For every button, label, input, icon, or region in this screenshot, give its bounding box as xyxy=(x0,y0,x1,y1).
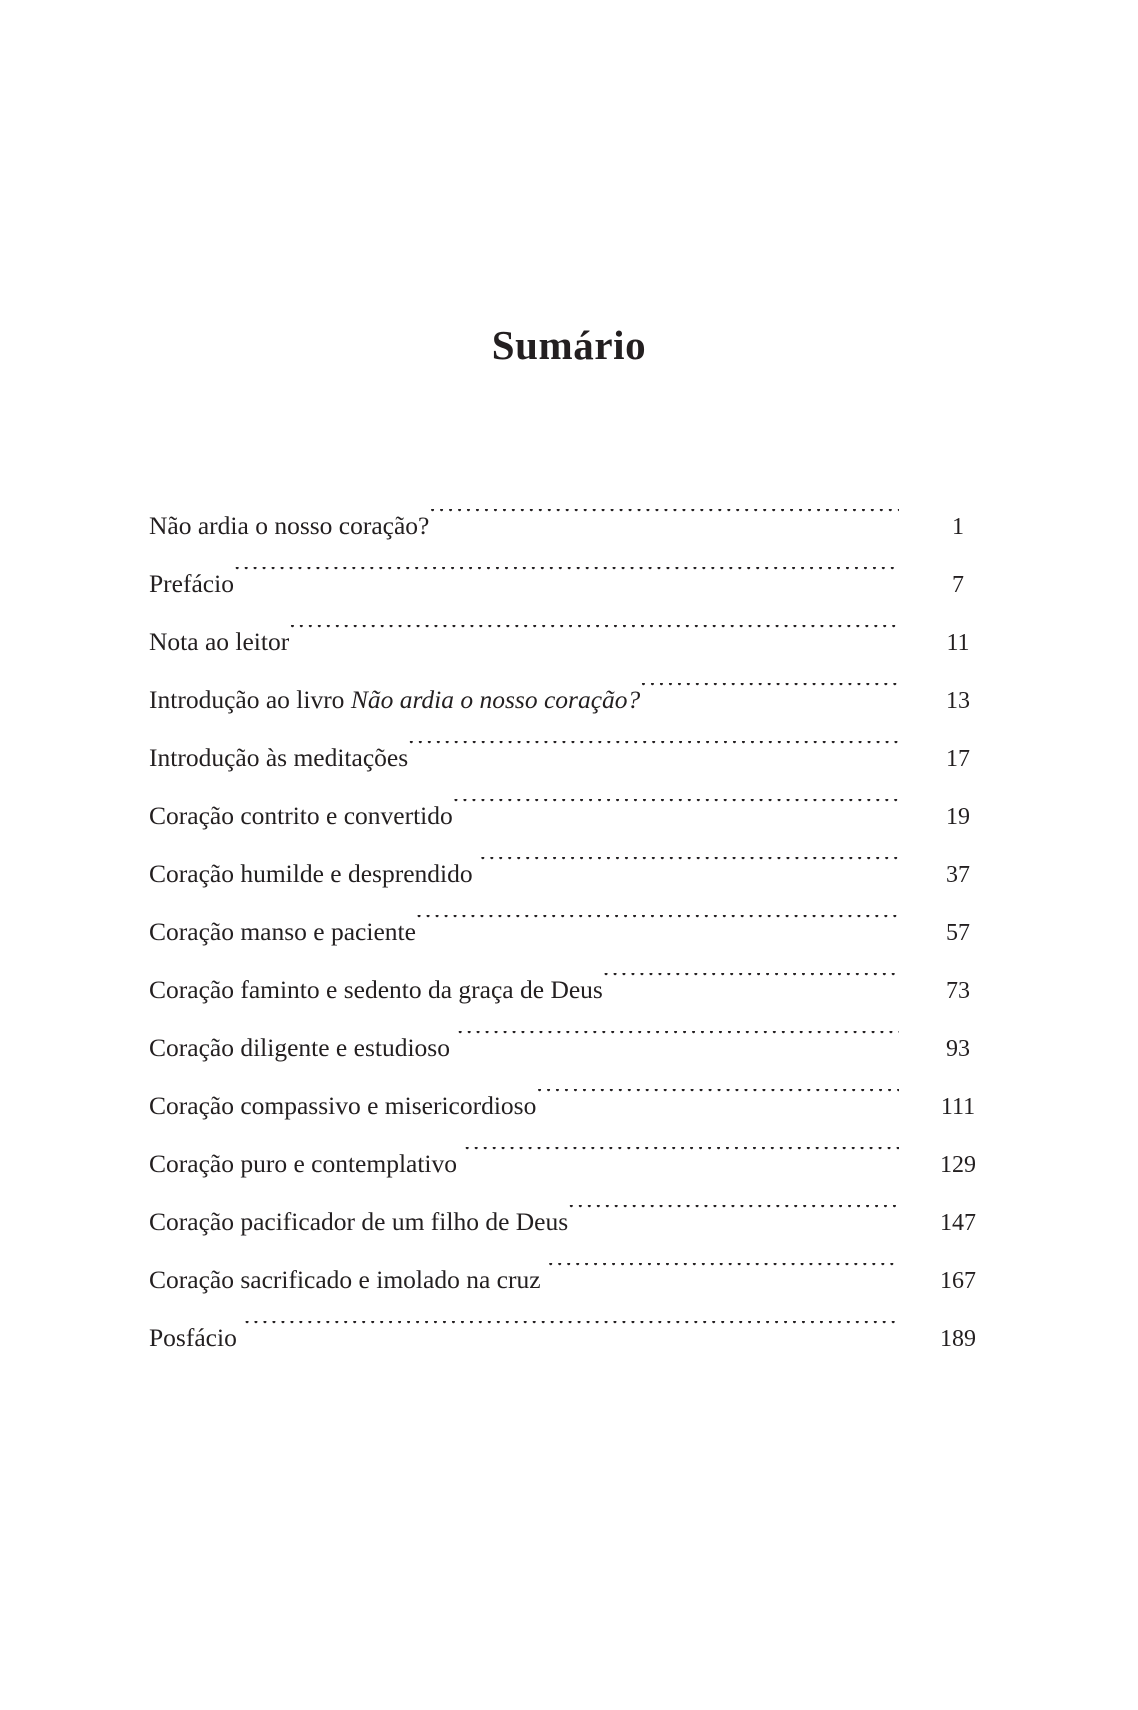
toc-entry-page-number: 19 xyxy=(946,804,970,830)
toc-entry-page-number: 57 xyxy=(946,920,970,946)
toc-entry-page-number: 1 xyxy=(952,514,964,540)
toc-dot-leader xyxy=(603,973,899,999)
toc-dot-leader xyxy=(464,1147,899,1173)
toc-entry-page-number: 13 xyxy=(946,688,970,714)
toc-entry[interactable] xyxy=(149,961,989,1019)
toc-entry-page-number: 167 xyxy=(940,1268,976,1294)
toc-entry[interactable] xyxy=(149,671,989,729)
table-of-contents-list xyxy=(149,497,989,1367)
toc-entry-label-text: Coração diligente e estudioso xyxy=(149,1033,450,1062)
toc-entry[interactable] xyxy=(149,555,989,613)
toc-entry-label-text: Introdução às meditações xyxy=(149,743,409,772)
toc-entry-page-number: 37 xyxy=(946,862,970,888)
toc-dot-leader xyxy=(408,741,899,767)
toc-dot-leader xyxy=(429,509,899,535)
toc-entry-label xyxy=(149,1077,536,1135)
toc-entry-label-text: Introdução ao livro xyxy=(149,685,351,714)
toc-entry-page-number: 147 xyxy=(940,1210,976,1236)
toc-entry-label xyxy=(149,1019,457,1077)
toc-entry[interactable] xyxy=(149,613,989,671)
toc-dot-leader xyxy=(536,1089,899,1115)
toc-entry-label xyxy=(149,497,429,555)
toc-entry-label xyxy=(149,555,234,613)
toc-entry[interactable] xyxy=(149,1251,989,1309)
toc-entry-label-text: Coração contrito e convertido xyxy=(149,801,453,830)
toc-entry-page-number: 73 xyxy=(946,978,970,1004)
toc-entry-page-number: 7 xyxy=(952,572,964,598)
toc-entry-label-text: Coração sacrificado e imolado na cruz xyxy=(149,1265,541,1294)
toc-entry-label-text: Coração puro e contemplativo xyxy=(149,1149,458,1178)
toc-entry[interactable] xyxy=(149,787,989,845)
toc-entry-page-number: 189 xyxy=(940,1326,976,1352)
toc-entry-page-number: 11 xyxy=(946,630,970,656)
toc-dot-leader xyxy=(548,1263,899,1289)
toc-dot-leader xyxy=(234,567,899,593)
toc-entry-label xyxy=(149,1251,548,1309)
toc-entry-label xyxy=(149,903,416,961)
toc-dot-leader xyxy=(640,683,899,709)
toc-dot-leader xyxy=(289,625,899,651)
toc-entry-label xyxy=(149,1309,244,1367)
toc-entry-label-text: Não ardia o nosso coração? xyxy=(149,511,430,540)
toc-entry-label xyxy=(149,613,289,671)
toc-entry[interactable] xyxy=(149,1135,989,1193)
toc-dot-leader xyxy=(244,1321,899,1347)
toc-entry-label-text: Coração compassivo e misericordioso xyxy=(149,1091,537,1120)
toc-entry-page-number: 17 xyxy=(946,746,970,772)
toc-dot-leader xyxy=(416,915,899,941)
toc-entry-label-italic: Não ardia o nosso coração? xyxy=(350,685,641,714)
toc-entry-label xyxy=(149,671,640,729)
toc-entry[interactable] xyxy=(149,1193,989,1251)
toc-entry-label-text: Coração pacificador de um filho de Deus xyxy=(149,1207,569,1236)
toc-entry[interactable] xyxy=(149,903,989,961)
toc-entry[interactable] xyxy=(149,1309,989,1367)
toc-entry-label-text: Nota ao leitor xyxy=(149,627,290,656)
toc-dot-leader xyxy=(457,1031,899,1057)
toc-entry[interactable] xyxy=(149,497,989,555)
toc-entry-page-number: 129 xyxy=(940,1152,976,1178)
toc-entry-label xyxy=(149,845,480,903)
toc-dot-leader xyxy=(480,857,899,883)
toc-dot-leader xyxy=(453,799,899,825)
toc-entry[interactable] xyxy=(149,845,989,903)
toc-entry[interactable] xyxy=(149,729,989,787)
toc-entry-page-number: 111 xyxy=(940,1094,976,1120)
toc-entry-label-text: Coração faminto e sedento da graça de Deus xyxy=(149,975,603,1004)
toc-entry-label-text: Coração humilde e desprendido xyxy=(149,859,473,888)
toc-entry-label xyxy=(149,1193,568,1251)
toc-entry[interactable] xyxy=(149,1019,989,1077)
toc-entry-label-text: Posfácio xyxy=(149,1323,237,1352)
toc-entry[interactable] xyxy=(149,1077,989,1135)
page-title: Sumário xyxy=(491,322,647,369)
toc-dot-leader xyxy=(568,1205,899,1231)
toc-entry-label xyxy=(149,729,408,787)
toc-entry-label xyxy=(149,787,453,845)
toc-entry-page-number: 93 xyxy=(946,1036,970,1062)
toc-entry-label-text: Prefácio xyxy=(149,569,234,598)
toc-entry-label xyxy=(149,961,603,1019)
toc-entry-label-text: Coração manso e paciente xyxy=(149,917,416,946)
toc-entry-label xyxy=(149,1135,464,1193)
